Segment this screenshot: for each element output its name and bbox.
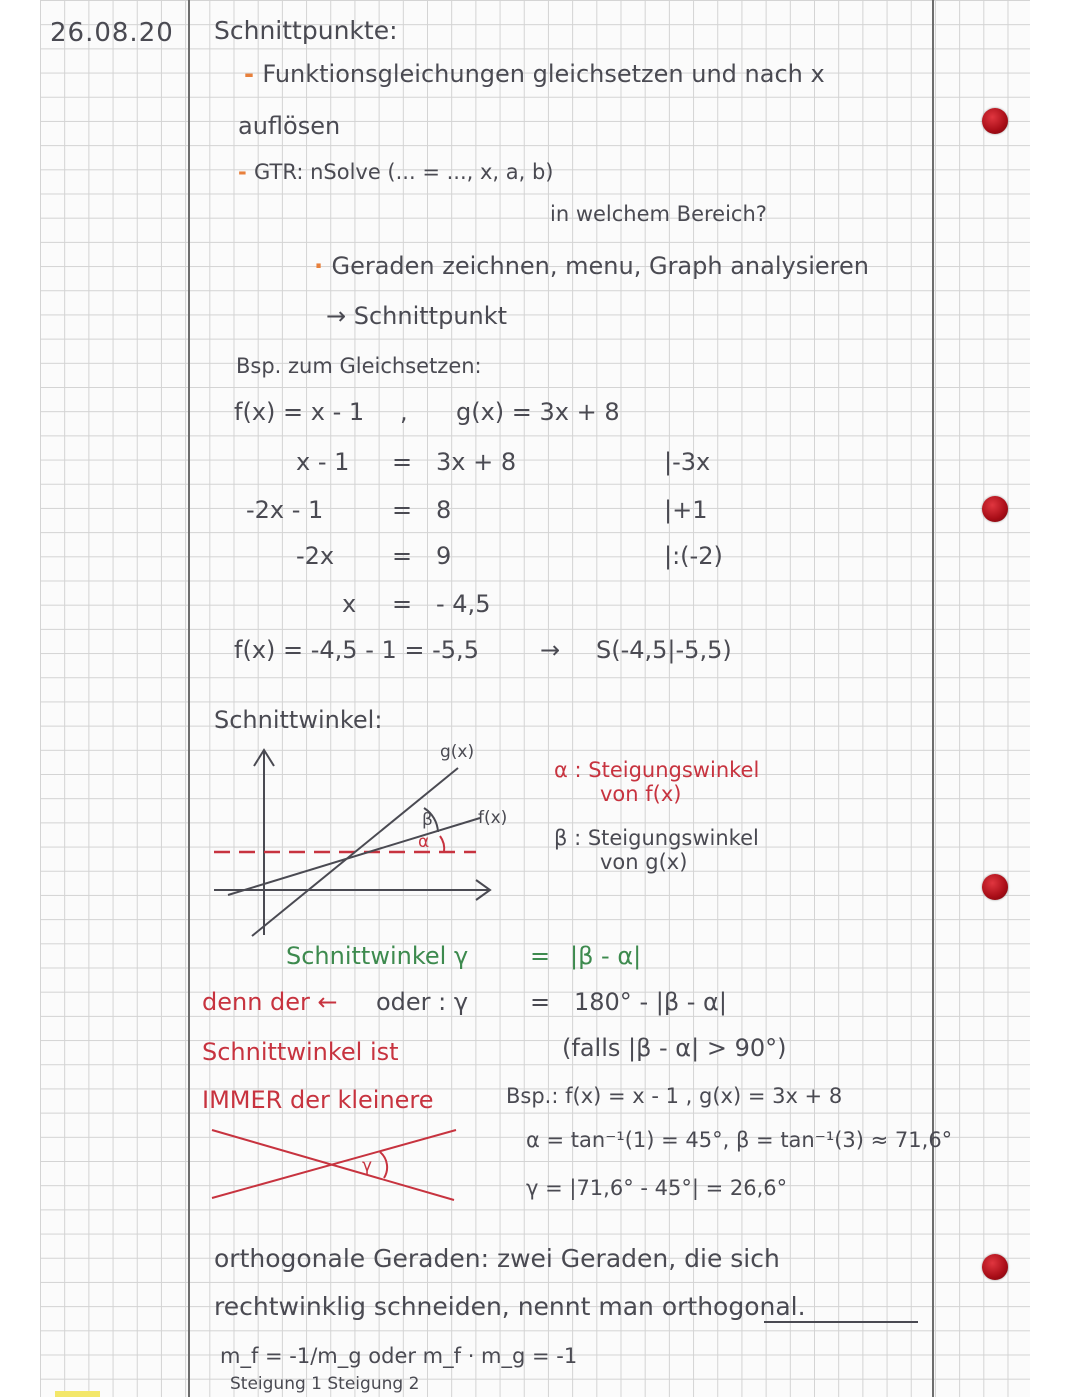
function-g: g(x) = 3x + 8 bbox=[456, 398, 620, 426]
orthogonal-formula: m_f = -1/m_g oder m_f · m_g = -1 bbox=[220, 1344, 578, 1368]
sketch-label-g: g(x) bbox=[440, 742, 475, 762]
bullet-equate-cont: auflösen bbox=[238, 112, 341, 140]
cross-gamma-label: γ bbox=[362, 1156, 373, 1176]
eq-sign: = bbox=[392, 590, 413, 618]
eq-op: |-3x bbox=[664, 448, 711, 476]
example-heading: Bsp. zum Gleichsetzen: bbox=[236, 354, 482, 378]
eq-sign: = bbox=[392, 448, 413, 476]
orthogonal-def: zwei Geraden, die sich bbox=[496, 1244, 780, 1273]
result-arrow: → bbox=[540, 636, 561, 664]
alt-condition: (falls |β - α| > 90°) bbox=[562, 1034, 787, 1062]
orthogonal-subscript-note: Steigung 1 Steigung 2 bbox=[230, 1374, 420, 1394]
alt-eq: = bbox=[530, 988, 551, 1016]
eq-right: 3x + 8 bbox=[436, 448, 517, 476]
alpha-definition-cont: von f(x) bbox=[600, 782, 682, 806]
beta-definition-cont: von g(x) bbox=[600, 850, 688, 874]
eq-right: 9 bbox=[436, 542, 452, 570]
orthogonal-line-1 bbox=[214, 1244, 780, 1273]
eq-left: x bbox=[342, 590, 357, 618]
bullet-dash: - bbox=[238, 160, 255, 184]
sketch-label-beta: β bbox=[422, 810, 433, 830]
eq-right: - 4,5 bbox=[436, 590, 491, 618]
result-point: S(-4,5|-5,5) bbox=[596, 636, 732, 664]
gtr-note: in welchem Bereich? bbox=[550, 202, 767, 226]
bullet-dash: · bbox=[314, 252, 332, 280]
comma: , bbox=[400, 398, 408, 426]
note-line-2: Schnittwinkel ist bbox=[202, 1038, 399, 1066]
line-f bbox=[228, 818, 480, 895]
angle-example-2: α = tan⁻¹(1) = 45°, β = tan⁻¹(3) ≈ 71,6° bbox=[526, 1128, 953, 1152]
bullet-dash: - bbox=[244, 60, 263, 88]
date: 26.08.20 bbox=[50, 18, 174, 48]
note-line-3: IMMER der kleinere bbox=[202, 1086, 434, 1114]
eq-sign: = bbox=[392, 542, 413, 570]
sketch-label-alpha: α bbox=[418, 832, 430, 852]
result-calculation: f(x) = -4,5 - 1 = -5,5 bbox=[234, 636, 479, 664]
eq-left: -2x bbox=[296, 542, 335, 570]
angle-example-3: γ = |71,6° - 45°| = 26,6° bbox=[526, 1176, 788, 1200]
eq-right: 8 bbox=[436, 496, 452, 524]
note-line-1: denn der ← bbox=[202, 988, 338, 1016]
formula-value: |β - α| bbox=[570, 942, 642, 970]
bullet-text: GTR: nSolve (... = ..., x, a, b) bbox=[254, 160, 554, 184]
section-heading-angle: Schnittwinkel: bbox=[214, 706, 383, 734]
eq-op: |:(-2) bbox=[664, 542, 723, 570]
orthogonal-keyword: orthogonal. bbox=[661, 1292, 806, 1321]
alpha-definition: α : Steigungswinkel bbox=[554, 758, 760, 782]
bullet-text: Geraden zeichnen, menu, Graph analysieren bbox=[331, 252, 869, 280]
bullet-text: Funktionsgleichungen gleichsetzen und nach x bbox=[262, 60, 825, 88]
eq-op: |+1 bbox=[664, 496, 708, 524]
alt-value: 180° - |β - α| bbox=[574, 988, 727, 1016]
orthogonal-line-2 bbox=[214, 1292, 806, 1321]
eq-sign: = bbox=[392, 496, 413, 524]
graph-result: → Schnittpunkt bbox=[326, 302, 508, 330]
alt-label: oder : γ bbox=[376, 988, 469, 1016]
angle-example-1: Bsp.: f(x) = x - 1 , g(x) = 3x + 8 bbox=[506, 1084, 843, 1108]
beta-definition: β : Steigungswinkel bbox=[554, 826, 759, 850]
orthogonal-term: orthogonale Geraden: bbox=[214, 1244, 489, 1273]
function-f: f(x) = x - 1 bbox=[234, 398, 365, 426]
formula-eq: = bbox=[530, 942, 551, 970]
eq-left: x - 1 bbox=[296, 448, 350, 476]
intersection-angle-label: Schnittwinkel γ bbox=[286, 942, 469, 970]
sketch-label-f: f(x) bbox=[478, 808, 508, 828]
cross-angle-arc bbox=[380, 1152, 387, 1178]
alpha-arc bbox=[440, 836, 444, 852]
section-heading-intersection: Schnittpunkte: bbox=[214, 16, 398, 45]
eq-left: -2x - 1 bbox=[246, 496, 324, 524]
orthogonal-def-cont: rechtwinklig schneiden, nennt man bbox=[214, 1292, 662, 1321]
